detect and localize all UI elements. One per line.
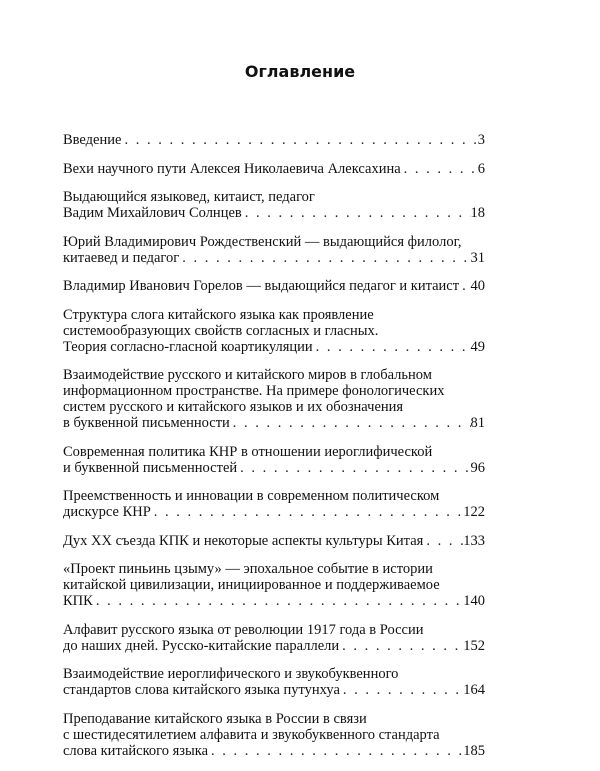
toc-entry: [63, 161, 485, 177]
dot-leader: [313, 339, 471, 355]
toc-entry: [63, 189, 485, 221]
toc-entry-text: системообразующих свойств согласных и гласных.: [63, 322, 379, 339]
toc-entry: [63, 666, 485, 698]
toc-entry-text: Выдающийся языковед, китаист, педагог: [63, 189, 315, 205]
toc-entry-last-line: [63, 250, 485, 266]
toc-entry-text: в буквенной письменности: [63, 415, 230, 431]
toc-entry-last-line: [63, 161, 485, 177]
toc-entry-text: и буквенной письменностей: [63, 459, 238, 476]
toc-page-number: 185: [463, 742, 485, 759]
toc-entry-text: «Проект пиньинь цзыму» — эпохальное событие в истории: [63, 561, 433, 577]
dot-leader: [242, 205, 471, 221]
toc-entry-text: слова китайского языка: [63, 742, 209, 759]
toc-page-number: 40: [470, 278, 485, 294]
toc-page-number: 96: [470, 459, 485, 476]
toc-page-number: 164: [463, 682, 485, 698]
toc-entry-last-line: [63, 743, 485, 759]
toc-page-number: 122: [463, 504, 485, 520]
toc-entry: [63, 533, 485, 549]
toc-page-number: 18: [470, 205, 485, 221]
toc-page-number: 81: [470, 415, 485, 431]
toc-entry-text: Владимир Иванович Горелов — выдающийся педагог и китаист: [63, 278, 460, 294]
toc-entry-text: китаевед и педагог: [63, 249, 180, 266]
toc-entry-text: стандартов слова китайского языка путунхуа: [63, 682, 340, 698]
toc-entry-text: Преемственность и инновации в современном политическом: [63, 488, 440, 504]
dot-leader: [179, 250, 470, 266]
toc-page-number: 133: [463, 532, 485, 549]
toc-entry-text: систем русского и китайского языков и их обозначения: [63, 399, 404, 415]
page-title: Оглавление: [244, 62, 356, 81]
dot-leader: [151, 504, 463, 520]
toc-entry: [63, 367, 485, 431]
toc-entry-text: КПК: [63, 593, 93, 609]
toc-entry-last-line: [63, 638, 485, 654]
toc-entry-text: Вехи научного пути Алексея Николаевича Алексахина: [63, 160, 401, 177]
toc-entry: [63, 278, 485, 294]
toc-entry: [63, 307, 485, 355]
toc-entry-text: Взаимодействие иероглифического и звукобуквенного: [63, 666, 399, 682]
toc-entry-last-line: [63, 132, 485, 148]
dot-leader: [208, 743, 463, 759]
toc-entry: [63, 561, 485, 609]
toc-entry-text: китайской цивилизации, инициированное и поддерживаемое: [63, 577, 440, 593]
dot-leader: [340, 682, 463, 698]
dot-leader: [401, 161, 478, 177]
toc-entry-text: информационном пространстве. На примере фонологических: [63, 383, 445, 399]
toc-entry-text: Вадим Михайлович Солнцев: [63, 205, 242, 221]
toc-page-number: 3: [477, 132, 485, 148]
table-of-contents: [63, 132, 485, 771]
toc-entry-last-line: [63, 339, 485, 355]
toc-page-number: 140: [463, 593, 485, 609]
toc-entry-text: Дух XX съезда КПК и некоторые аспекты культуры Китая: [63, 532, 424, 549]
toc-entry-text: Современная политика КНР в отношении иероглифической: [63, 443, 433, 460]
toc-entry: [63, 488, 485, 520]
dot-leader: [237, 460, 470, 476]
toc-page-number: 152: [463, 637, 485, 654]
toc-entry-last-line: [63, 533, 485, 549]
toc-entry-last-line: [63, 504, 485, 520]
toc-entry-text: дискурсе КНР: [63, 504, 151, 520]
dot-leader: [230, 415, 471, 431]
dot-leader: [121, 132, 477, 148]
toc-entry: [63, 132, 485, 148]
toc-entry-text: до наших дней. Русско-китайские параллели: [63, 637, 340, 654]
dot-leader: [93, 593, 463, 609]
toc-entry-last-line: [63, 205, 485, 221]
toc-entry-last-line: [63, 593, 485, 609]
dot-leader: [459, 278, 470, 294]
toc-entry: [63, 444, 485, 476]
toc-page-number: 31: [470, 249, 485, 266]
toc-page-number: 6: [477, 160, 485, 177]
toc-entry-text: Юрий Владимирович Рождественский — выдающийся филолог,: [63, 233, 462, 250]
toc-entry-last-line: [63, 415, 485, 431]
dot-leader: [423, 533, 463, 549]
toc-entry-last-line: [63, 682, 485, 698]
toc-entry-text: Структура слога китайского языка как проявление: [63, 306, 374, 323]
toc-entry: [63, 622, 485, 654]
toc-entry-text: Введение: [63, 132, 122, 148]
toc-entry: [63, 711, 485, 759]
toc-entry-text: с шестидесятилетием алфавита и звукобуквенного стандарта: [63, 726, 440, 743]
toc-entry: [63, 234, 485, 266]
dot-leader: [339, 638, 463, 654]
toc-page-number: 49: [470, 338, 485, 355]
toc-entry-text: Алфавит русского языка от революции 1917 года в России: [63, 621, 424, 638]
toc-entry-text: Преподавание китайского языка в России в связи: [63, 710, 367, 727]
toc-entry-text: Теория согласно-гласной коартикуляции: [63, 338, 313, 355]
toc-entry-last-line: [63, 278, 485, 294]
toc-entry-text: Взаимодействие русского и китайского миров в глобальном: [63, 367, 432, 383]
toc-entry-last-line: [63, 460, 485, 476]
